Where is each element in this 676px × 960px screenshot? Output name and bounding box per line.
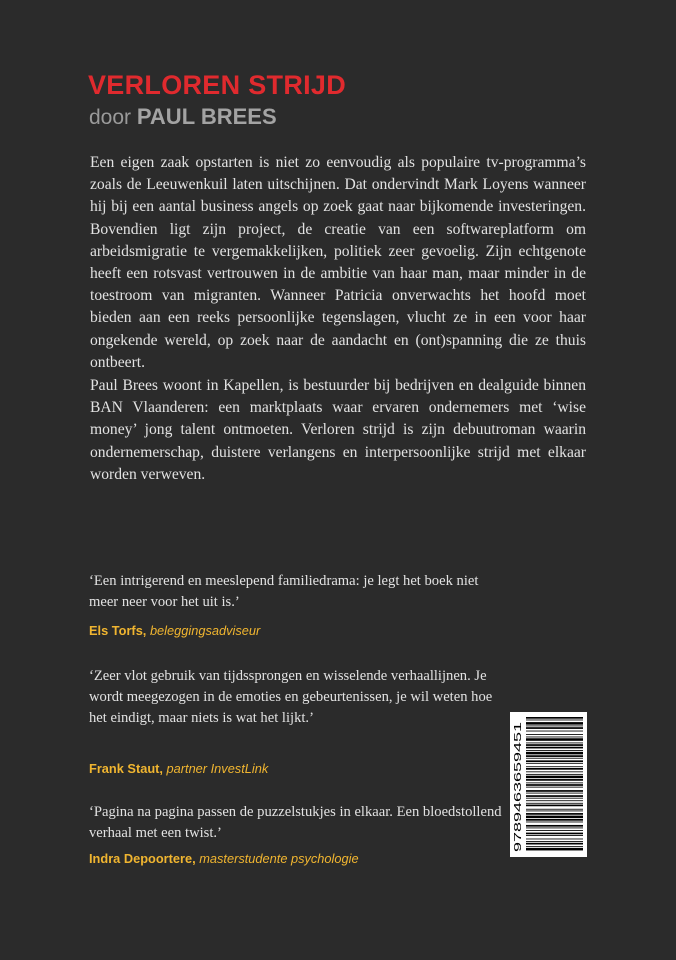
barcode-bar (526, 731, 583, 732)
byline-prefix: door (89, 106, 132, 129)
review-quote-2: ‘Zeer vlot gebruik van tijdssprongen en wisselende verhaallijnen. Je wordt meegezogen in de emoties en gebeurtenissen, je wil weten hoe het eindigt, maar niets is wat het lijkt.’ (89, 668, 493, 726)
barcode-bar (526, 833, 583, 835)
barcode-bar (526, 843, 583, 845)
barcode-digits: 9789463659451 (512, 776, 524, 852)
barcode-bar (526, 800, 583, 801)
barcode-bar (526, 779, 583, 781)
barcode-bar (526, 750, 583, 751)
barcode-bar (526, 744, 583, 746)
barcode-bar (526, 726, 583, 727)
barcode-bar (526, 720, 583, 721)
barcode-bar (526, 798, 583, 799)
barcode-bar (526, 816, 583, 819)
reviewer-name-1: Els Torfs, (89, 623, 147, 638)
barcode-bar (526, 768, 583, 770)
barcode-bar (526, 784, 583, 786)
barcode-bar (526, 782, 583, 783)
barcode-bar (526, 805, 583, 807)
blurb-paragraph-1: Een eigen zaak opstarten is niet zo eenvoudig als populaire tv-programma’s zoals de Leeuwenkuil laten uitschijnen. Dat ondervindt Mark Loyens wanneer hij bij een aantal business angels op zoek gaat naar bijkomende investeringen. Bovendien ligt zijn project, de creatie van een softwareplatform om arbeidsmigratie te vergemakkelijken, politiek zeer gevoelig. Zijn echtgenote heeft een rotsvast vertrouwen in de ambitie van haar man, maar minder in de toestroom van migranten. Wanneer Patricia onverwachts het hoofd moet bieden aan een reeks persoonlijke tegenslagen, vlucht ze in een voor haar ongekende wereld, op zoek naar de aandacht en (ont)spanning die ze thuis ontbeert. (90, 154, 586, 371)
barcode-bar (526, 787, 583, 788)
barcode-bar (526, 747, 583, 749)
barcode-bar (526, 809, 583, 810)
barcode-bar (526, 803, 583, 804)
reviewer-name-3: Indra Depoortere, (89, 851, 196, 866)
barcode-bar (526, 766, 583, 767)
review-attribution-1 (89, 625, 260, 638)
barcode-bar (526, 776, 583, 779)
barcode-bar (526, 734, 583, 735)
barcode-bar (526, 830, 583, 831)
barcode-bar (526, 774, 583, 775)
barcode-bar (526, 737, 583, 738)
review-quote-1: ‘Een intrigerend en meeslepend familiedrama: je legt het boek niet meer neer voor het uit is.’ (89, 573, 479, 610)
barcode-bar (526, 758, 583, 759)
barcode-bar (526, 813, 583, 815)
review-quote-3: ‘Pagina na pagina passen de puzzelstukjes in elkaar. Een bloedstollend verhaal met een twist.’ (89, 804, 502, 841)
barcode-bar (526, 828, 583, 829)
barcode-bar (526, 763, 583, 764)
barcode-bar (526, 819, 583, 821)
book-title: VERLOREN STRIJD (88, 70, 347, 100)
barcode-bar (526, 760, 583, 762)
reviewer-role-2: partner InvestLink (166, 761, 269, 776)
barcode-bar (526, 839, 583, 840)
barcode-bar (526, 738, 583, 741)
barcode-bar (526, 848, 583, 851)
barcode-bar (526, 790, 583, 792)
reviewer-name-2: Frank Staut, (89, 761, 163, 776)
barcode-bar (526, 793, 583, 794)
barcode-bar (526, 822, 583, 823)
barcode-bars (526, 717, 583, 850)
review-attribution-3 (89, 853, 359, 866)
barcode-bar (526, 743, 583, 744)
reviewer-role-3: masterstudente psychologie (199, 851, 359, 866)
barcode-bar (526, 811, 583, 812)
barcode-graphic (510, 712, 587, 857)
barcode-bar (526, 841, 583, 842)
barcode-bar (526, 825, 583, 827)
barcode-bar (526, 727, 583, 729)
barcode-bar (526, 846, 583, 847)
barcode-bar (526, 717, 583, 719)
review-attribution-2 (89, 763, 268, 776)
barcode-bar (526, 755, 583, 757)
barcode-bar (526, 795, 583, 797)
blurb-paragraph-2: Paul Brees woont in Kapellen, is bestuurder bij bedrijven en dealguide binnen BAN Vlaanderen: een marktplaats waar ervaren ondernemers met ‘wise money’ jong talent ontmoeten. Verloren strijd is zijn debuutroman waarin ondernemerschap, duistere verlangens en interpersoonlijke strijd met elkaar worden verweven. (90, 377, 586, 483)
barcode-bar (526, 722, 583, 725)
barcode-bar (526, 835, 583, 836)
barcode-bar (526, 752, 583, 755)
byline (89, 106, 277, 128)
author-name: PAUL BREES (136, 104, 277, 129)
barcode-bar (526, 771, 583, 772)
isbn-barcode (510, 712, 587, 857)
reviewer-role-1: beleggingsadviseur (149, 623, 261, 638)
